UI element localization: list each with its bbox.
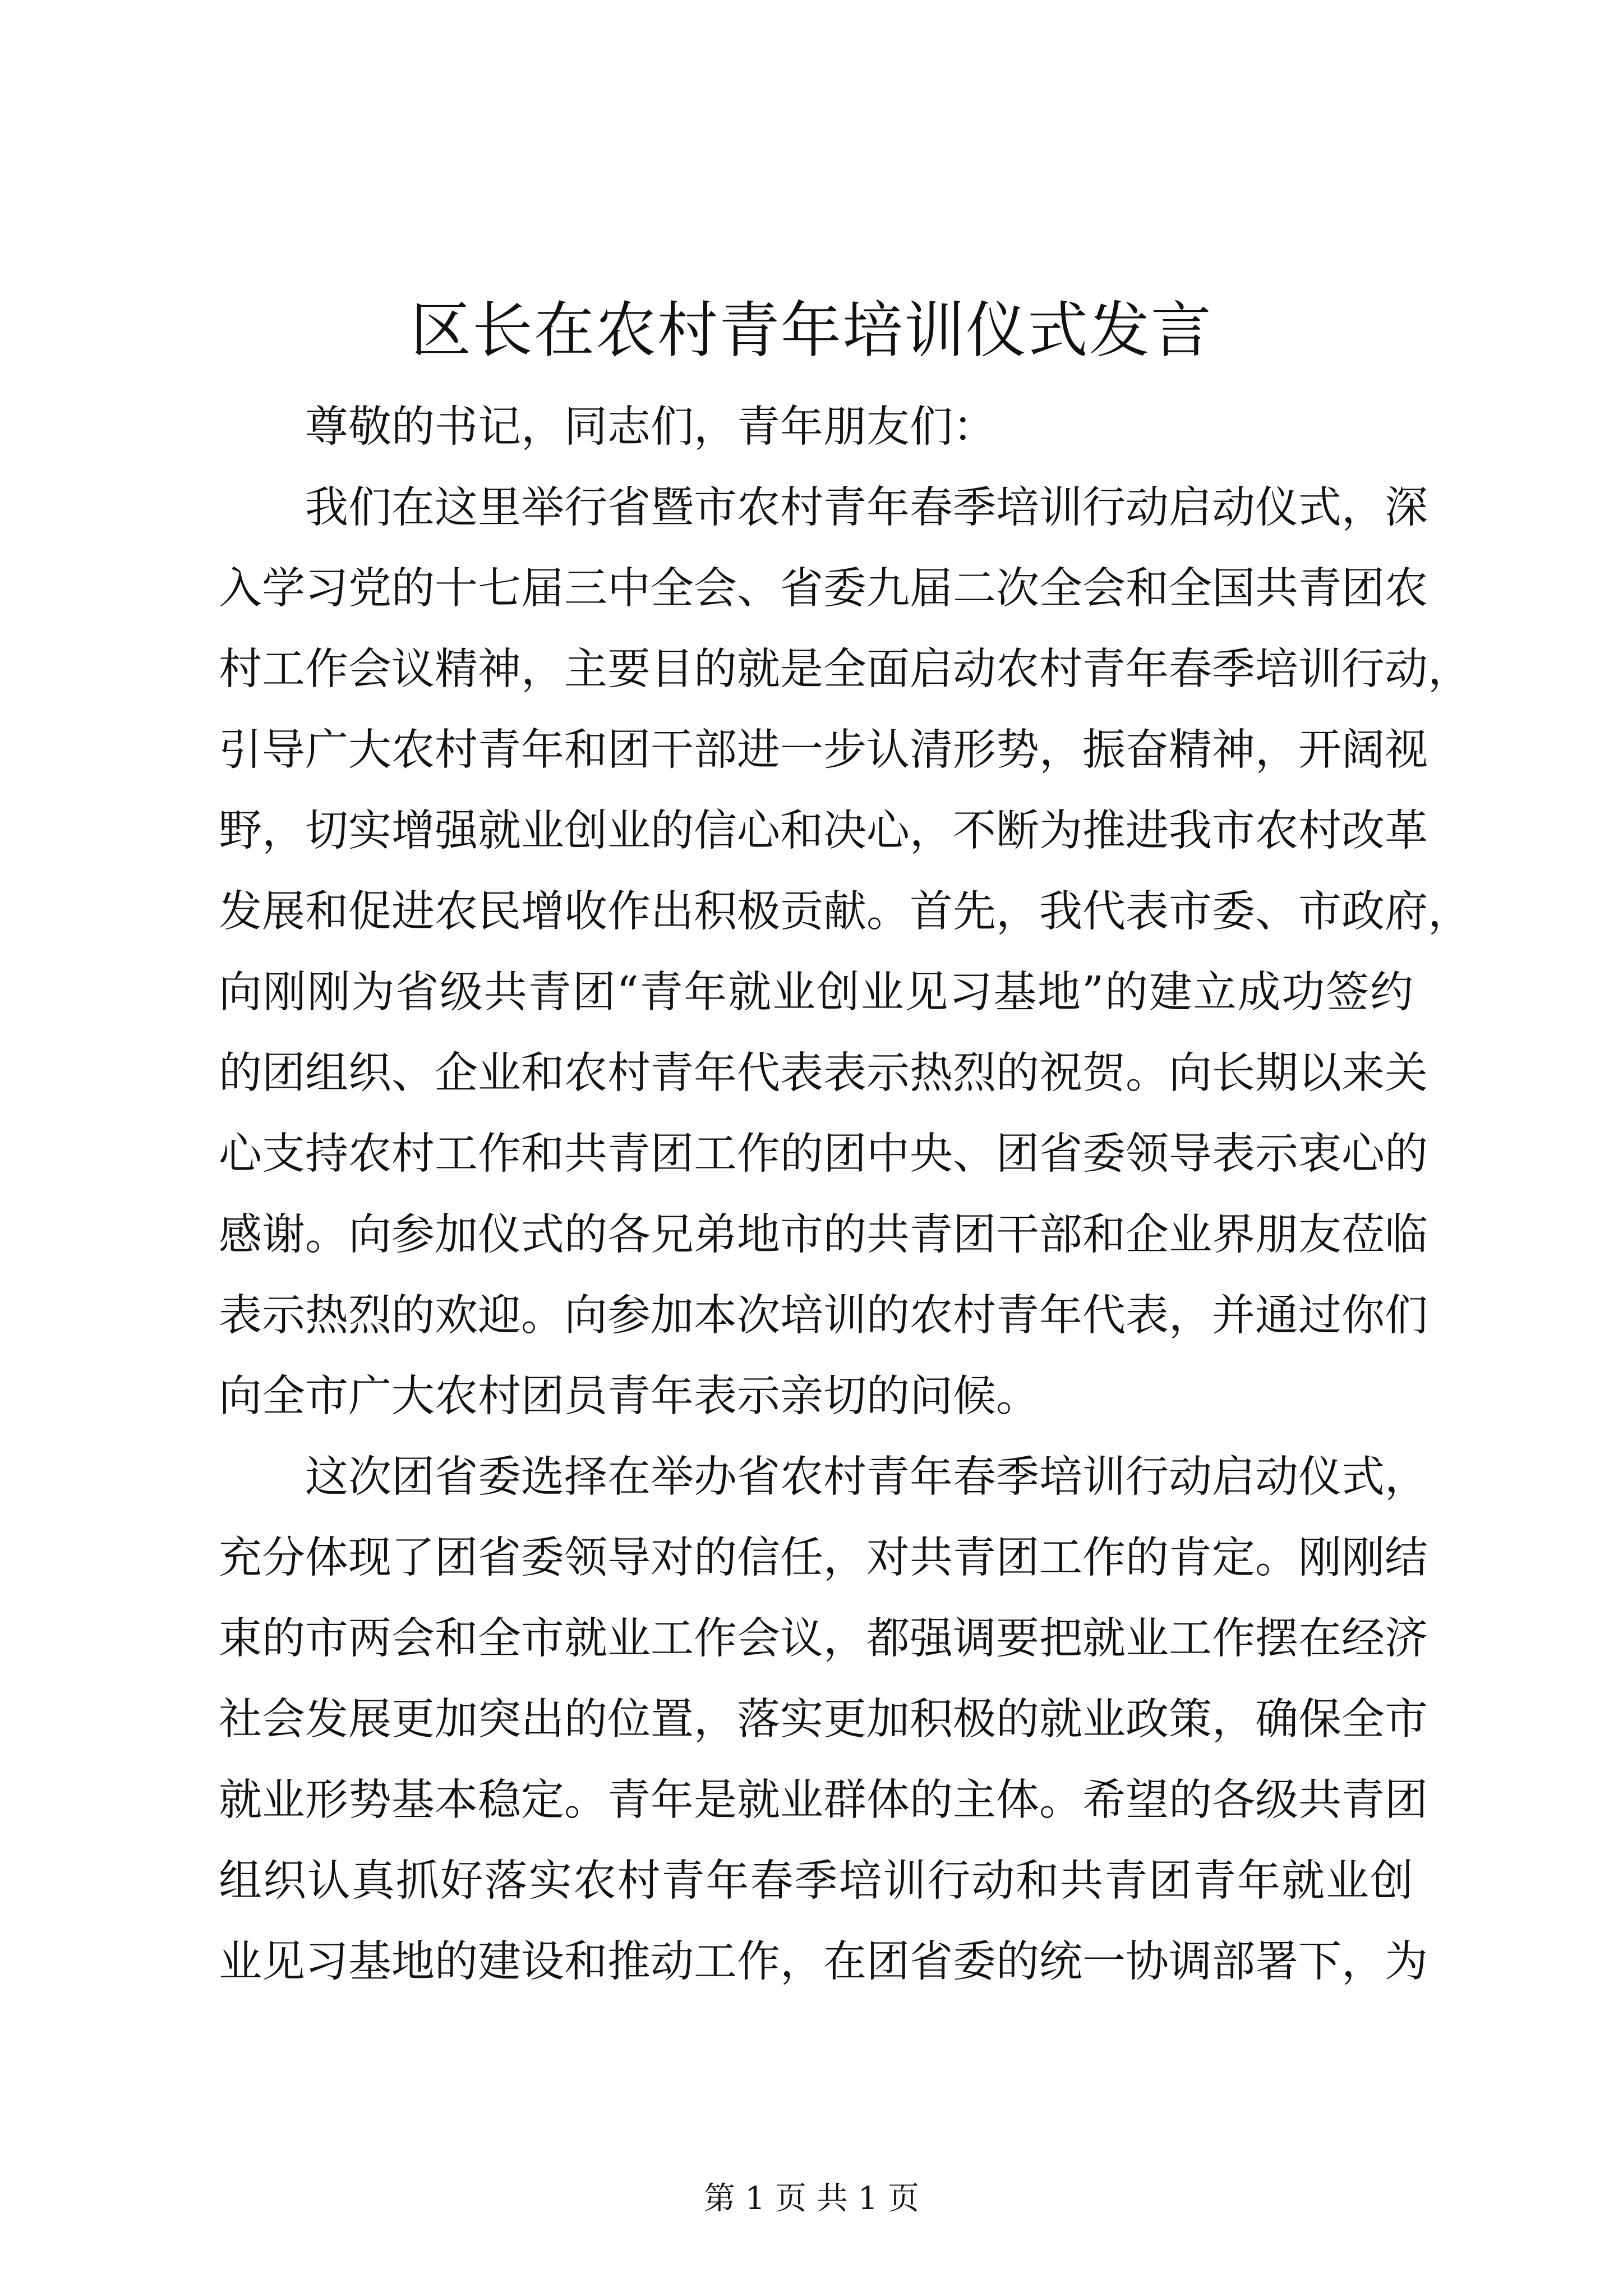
paragraph-1-line: 发展和促进农民增收作出积极贡献。首先，我代表市委、市政府， <box>219 887 1471 937</box>
salutation-line: 尊敬的书记，同志们，青年朋友们： <box>305 402 996 452</box>
paragraph-1-line: 向刚刚为省级共青团“青年就业创业见习基地”的建立成功签约 <box>219 968 1413 1018</box>
paragraph-2-line: 组织认真抓好落实农村青年春季培训行动和共青团青年就业创 <box>219 1856 1413 1906</box>
page-number-footer: 第 1 页 共 1 页 <box>703 2180 920 2217</box>
paragraph-1-line: 村工作会议精神，主要目的就是全面启动农村青年春季培训行动， <box>219 645 1471 694</box>
document-title: 区长在农村青年培训仪式发言 <box>410 296 1212 366</box>
paragraph-1-line: 入学习党的十七届三中全会、省委九届二次全会和全国共青团农 <box>219 564 1428 614</box>
paragraph-2-line: 这次团省委选择在举办省农村青年春季培训行动启动仪式， <box>305 1452 1428 1502</box>
paragraph-1-line: 的团组织、企业和农村青年代表表示热烈的祝贺。向长期以来关 <box>219 1048 1428 1098</box>
paragraph-1-line: 感谢。向参加仪式的各兄弟地市的共青团干部和企业界朋友莅临 <box>219 1210 1428 1260</box>
paragraph-1-line: 引导广大农村青年和团干部进一步认清形势，振奋精神，开阔视 <box>219 725 1428 775</box>
paragraph-2-line: 束的市两会和全市就业工作会议，都强调要把就业工作摆在经济 <box>219 1614 1428 1664</box>
paragraph-2-line: 充分体现了团省委领导对的信任，对共青团工作的肯定。刚刚结 <box>219 1533 1428 1583</box>
paragraph-1-line: 我们在这里举行省暨市农村青年春季培训行动启动仪式，深 <box>305 483 1428 533</box>
paragraph-2-line: 社会发展更加突出的位置，落实更加积极的就业政策，确保全市 <box>219 1695 1428 1745</box>
paragraph-1-line: 表示热烈的欢迎。向参加本次培训的农村青年代表，并通过你们 <box>219 1291 1428 1341</box>
document-body <box>219 387 1471 2003</box>
paragraph-1-line: 野，切实增强就业创业的信心和决心，不断为推进我市农村改革 <box>219 806 1428 856</box>
paragraph-2-line: 就业形势基本稳定。青年是就业群体的主体。希望的各级共青团 <box>219 1775 1428 1825</box>
paragraph-1-line: 向全市广大农村团员青年表示亲切的问候。 <box>219 1372 1039 1421</box>
paragraph-2-line: 业见习基地的建设和推动工作，在团省委的统一协调部署下，为 <box>219 1937 1428 1987</box>
paragraph-1-line: 心支持农村工作和共青团工作的团中央、团省委领导表示衷心的 <box>219 1129 1428 1179</box>
